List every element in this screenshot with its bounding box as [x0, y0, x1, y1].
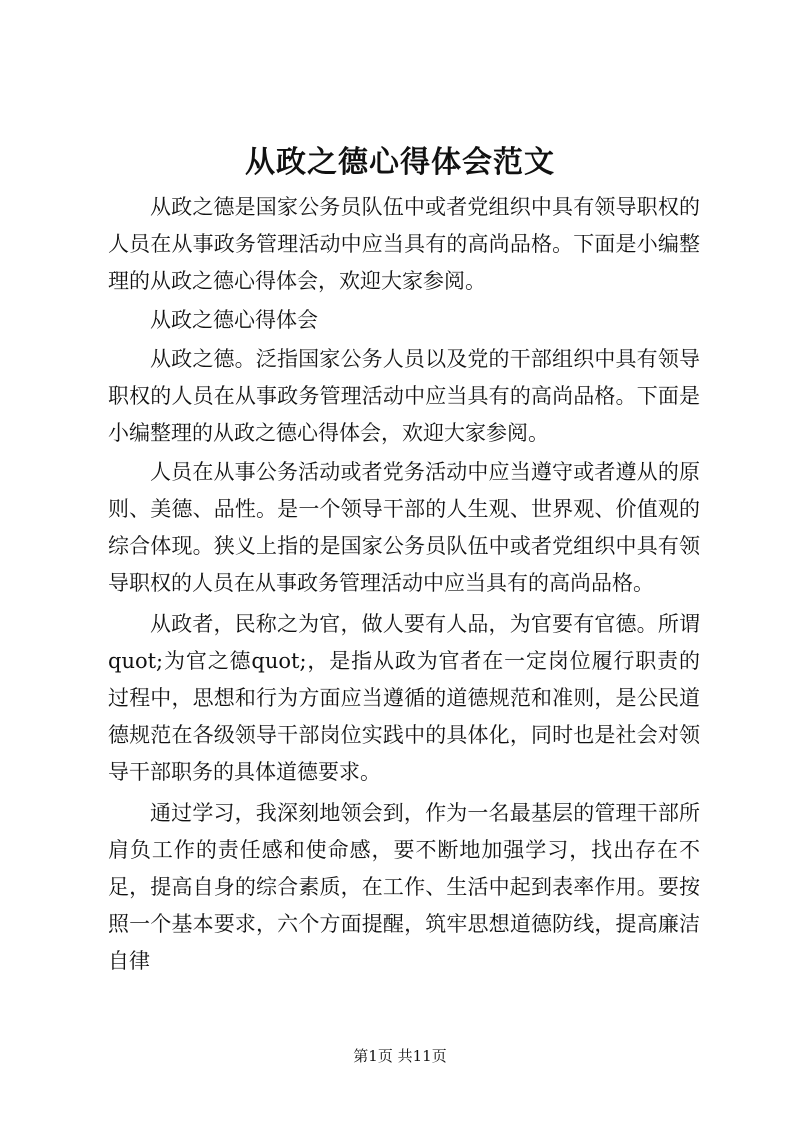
paragraph-learning: 通过学习，我深刻地领会到，作为一名最基层的管理干部所肩负工作的责任感和使命感，要不断地加强学习，找出存在不足，提高自身的综合素质，在工作、生活中起到表率作用。要按照一个基本要求，六个方面提醒，筑牢思想道德防线，提高廉洁自律	[108, 801, 700, 973]
paragraph-intro: 从政之德是国家公务员队伍中或者党组织中具有领导职权的人员在从事政务管理活动中应当具有的高尚品格。下面是小编整理的从政之德心得体会，欢迎大家参阅。	[108, 195, 700, 293]
page-footer: 第1页 共11页	[353, 1047, 447, 1065]
paragraph-principles: 人员在从事公务活动或者党务活动中应当遵守或者遵从的原则、美德、品性。是一个领导干部的人生观、世界观、价值观的综合体现。狭义上指的是国家公务员队伍中或者党组织中具有领导职权的人员在从事政务管理活动中应当具有的高尚品格。	[108, 460, 700, 595]
section-heading: 从政之德心得体会	[150, 308, 318, 332]
paragraph-definition: 从政之德。泛指国家公务人员以及党的干部组织中具有领导职权的人员在从事政务管理活动中应当具有的高尚品格。下面是小编整理的从政之德心得体会，欢迎大家参阅。	[108, 347, 700, 445]
document-body	[108, 189, 700, 980]
document-title: 从政之德心得体会范文	[245, 145, 555, 180]
paragraph-official-ethics: 从政者，民称之为官，做人要有人品，为官要有官德。所谓quot;为官之德quot;，是指从政为官者在一定岗位履行职责的过程中，思想和行为方面应当遵循的道德规范和准则，是公民道德规范在各级领导干部岗位实践中的具体化，同时也是社会对领导干部职务的具体道德要求。	[108, 612, 700, 784]
